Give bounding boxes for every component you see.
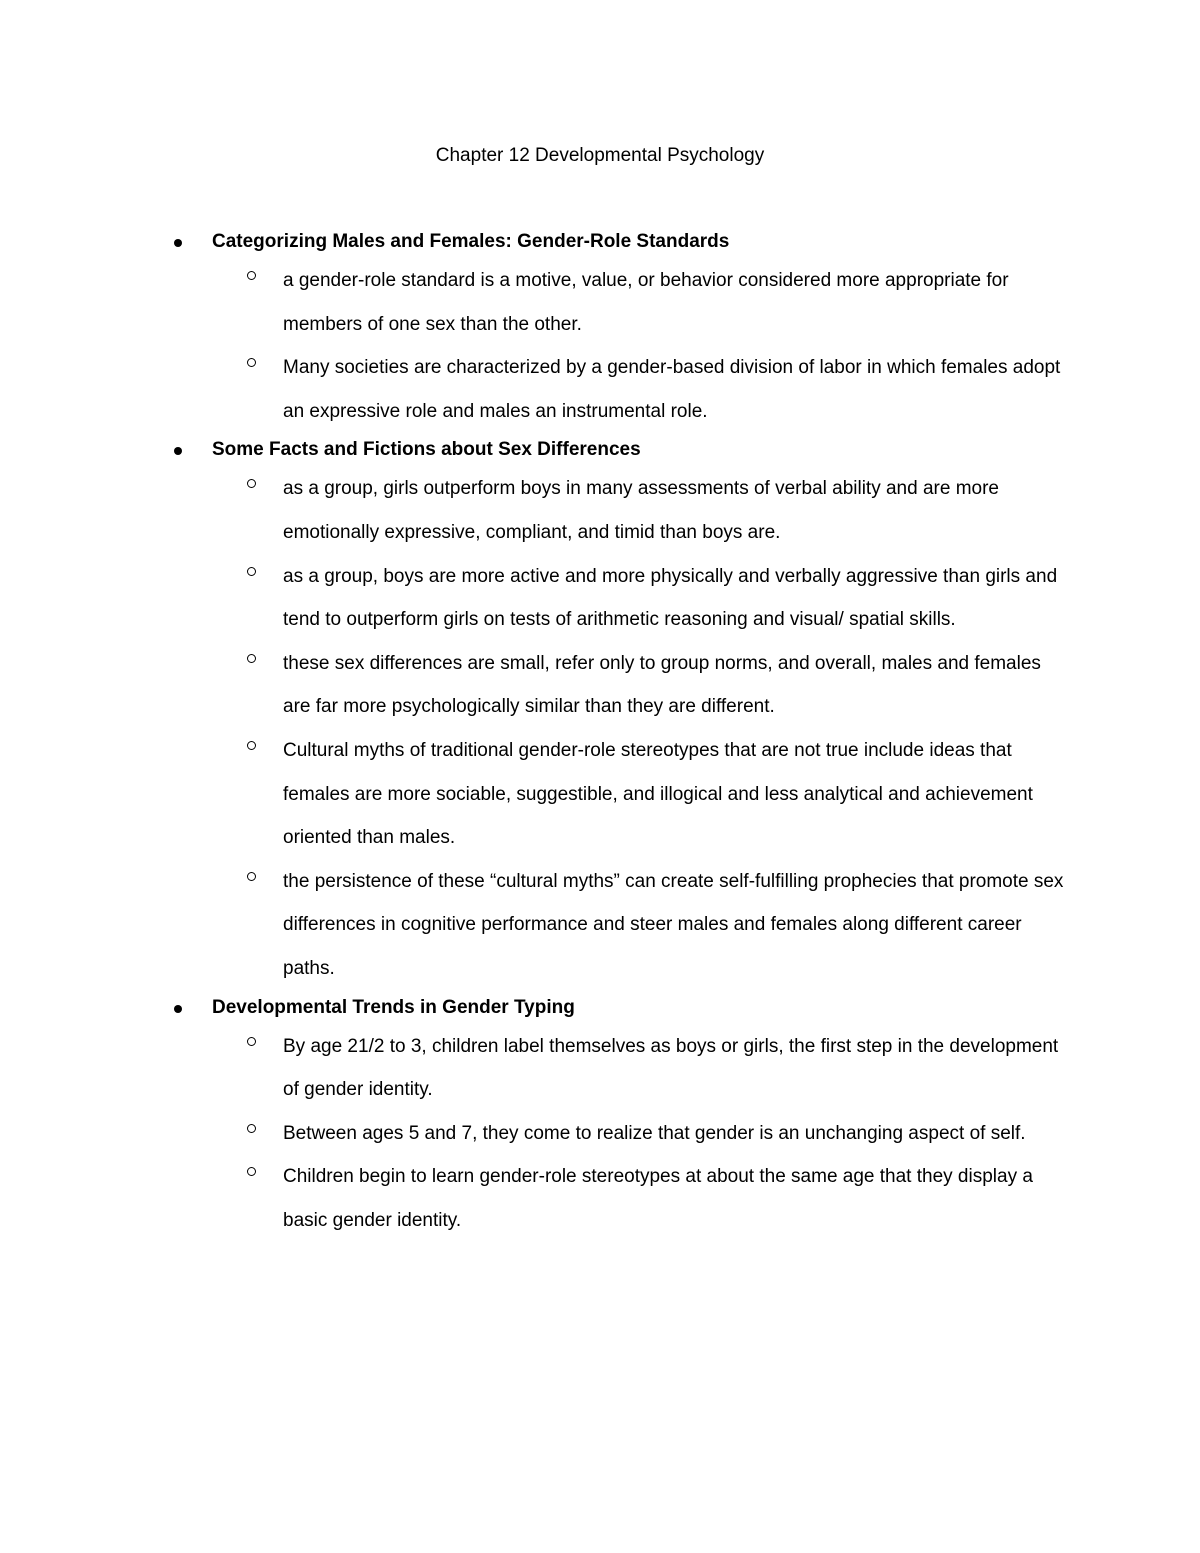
item-text: these sex differences are small, refer only to group norms, and overall, males and females are far more psychologically similar than they are different. bbox=[283, 652, 1041, 718]
item-list bbox=[212, 467, 1200, 990]
item-list bbox=[212, 1025, 1200, 1243]
item-text: the persistence of these “cultural myths” can create self-fulfilling prophecies that promote sex differences in cognitive performance and steer males and females along different career paths. bbox=[283, 870, 1064, 979]
section-heading: Developmental Trends in Gender Typing bbox=[212, 996, 575, 1018]
bullet-icon bbox=[174, 1005, 182, 1013]
list-item bbox=[0, 346, 1073, 433]
list-item bbox=[0, 555, 1073, 642]
hollow-bullet-icon bbox=[247, 479, 256, 488]
list-item bbox=[0, 729, 1073, 860]
list-item bbox=[0, 467, 1073, 554]
hollow-bullet-icon bbox=[247, 741, 256, 750]
list-item bbox=[0, 642, 1073, 729]
list-item bbox=[0, 860, 1073, 991]
item-text: a gender-role standard is a motive, value, or behavior considered more appropriate for members of one sex than the other. bbox=[283, 270, 1009, 335]
item-text: as a group, girls outperform boys in many assessments of verbal ability and are more emotionally expressive, compliant, and timid than boys are. bbox=[283, 478, 999, 543]
item-text: Many societies are characterized by a gender-based division of labor in which females adopt an expressive role and males an instrumental role. bbox=[283, 357, 1061, 422]
item-text: By age 21/2 to 3, children label themselves as boys or girls, the first step in the development of gender identity. bbox=[283, 1035, 1059, 1101]
hollow-bullet-icon bbox=[247, 1124, 256, 1133]
hollow-bullet-icon bbox=[247, 872, 256, 881]
list-item bbox=[0, 1025, 1073, 1112]
item-text: Children begin to learn gender-role stereotypes at about the same age that they display a basic gender identity. bbox=[283, 1166, 1033, 1231]
item-text: as a group, boys are more active and more physically and verbally aggressive than girls and tend to outperform girls on tests of arithmetic reasoning and visual/ spatial skills. bbox=[283, 565, 1058, 631]
list-item bbox=[0, 1112, 1073, 1156]
section bbox=[0, 991, 1200, 1243]
bullet-icon bbox=[174, 447, 182, 455]
list-item bbox=[0, 1155, 1073, 1242]
hollow-bullet-icon bbox=[247, 358, 256, 367]
page-title: Chapter 12 Developmental Psychology bbox=[435, 145, 765, 166]
list-item bbox=[0, 259, 1073, 346]
item-list bbox=[212, 259, 1200, 433]
section bbox=[0, 225, 1200, 433]
hollow-bullet-icon bbox=[247, 654, 256, 663]
bullet-icon bbox=[174, 239, 182, 247]
section bbox=[0, 433, 1200, 990]
hollow-bullet-icon bbox=[247, 567, 256, 576]
hollow-bullet-icon bbox=[247, 1167, 256, 1176]
item-text: Between ages 5 and 7, they come to realize that gender is an unchanging aspect of self. bbox=[283, 1122, 1026, 1144]
hollow-bullet-icon bbox=[247, 1037, 256, 1046]
section-heading: Categorizing Males and Females: Gender-Role Standards bbox=[212, 231, 730, 252]
section-list bbox=[0, 225, 1200, 1242]
item-text: Cultural myths of traditional gender-role stereotypes that are not true include ideas that females are more sociable, suggestible, and illogical and less analytical and achievement oriented than males. bbox=[283, 739, 1033, 849]
section-heading: Some Facts and Fictions about Sex Differences bbox=[212, 439, 641, 461]
hollow-bullet-icon bbox=[247, 271, 256, 280]
